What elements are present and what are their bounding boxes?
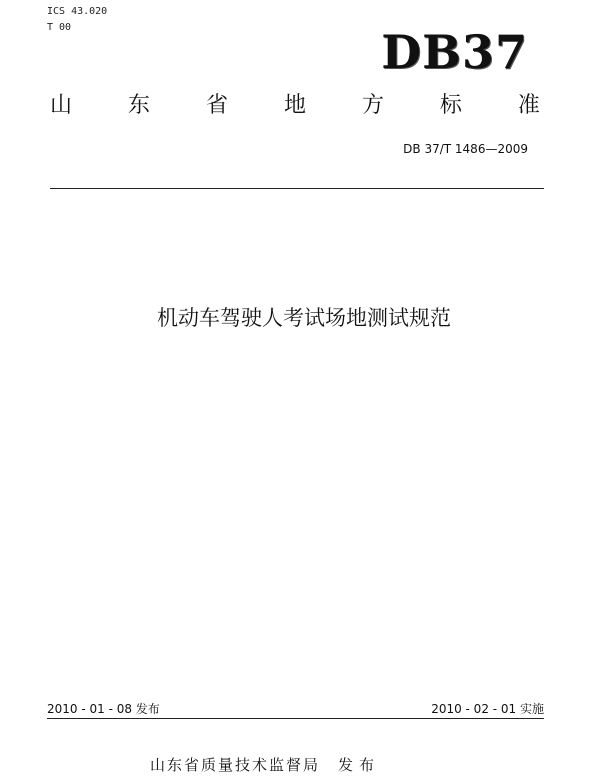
standard-type-char: 山 [50,93,73,118]
issuer-line [150,756,380,774]
issue-date: 2010 - 01 - 08 发布 [47,702,160,716]
issuing-authority: 山东省质量技术监督局 [150,756,321,774]
standard-type-char: 标 [439,93,462,118]
document-title: 机动车驾驶人考试场地测试规范 [157,306,451,330]
standard-type-char: 东 [127,93,150,118]
standard-type-char: 地 [283,93,306,118]
publish-label: 发布 [338,756,381,774]
footer-divider [47,718,544,719]
implementation-date: 2010 - 02 - 01 实施 [431,702,544,716]
standard-number: DB 37/T 1486—2009 [403,142,528,156]
standard-type-char: 准 [517,93,540,118]
standard-logo: DB37 [381,25,528,79]
ics-code: ICS 43.020 [47,6,108,17]
standard-type-char: 方 [361,93,384,118]
classification-code: T 00 [47,22,72,33]
standard-type-char: 省 [205,93,228,118]
standard-type-heading [50,92,540,120]
header-divider [50,188,544,189]
